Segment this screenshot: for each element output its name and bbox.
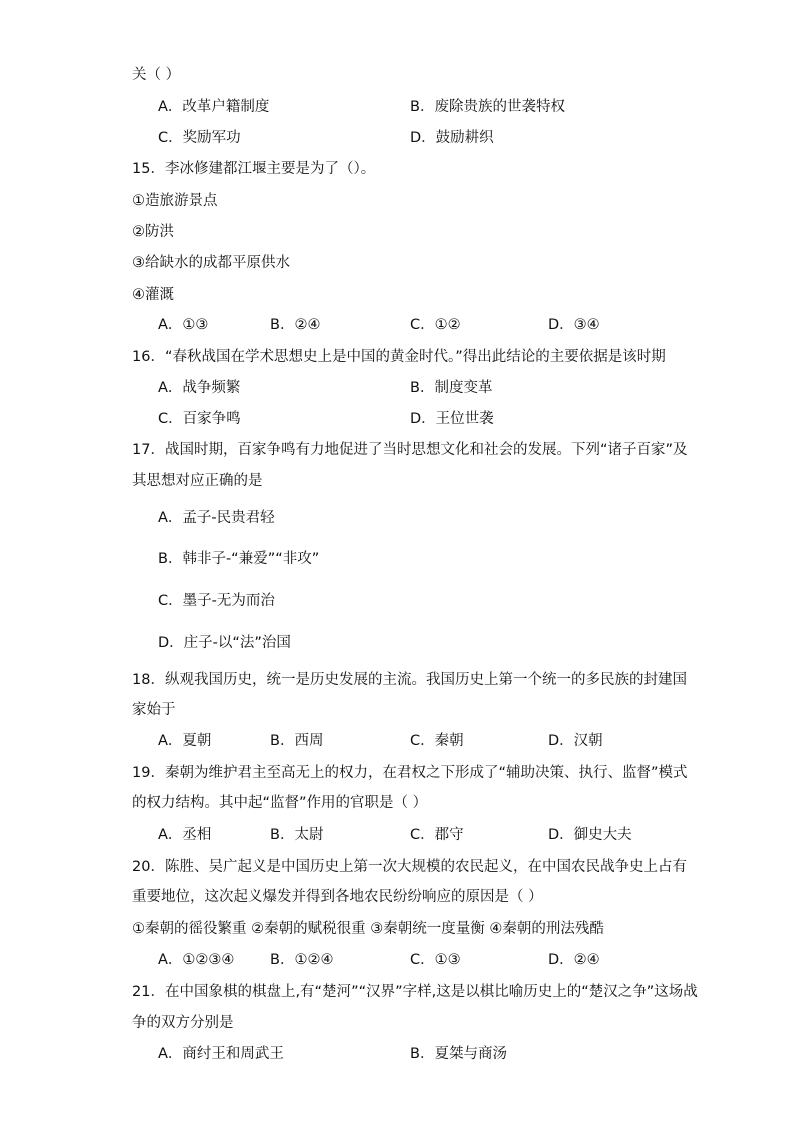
q16-option-d[interactable] [410,409,494,429]
option-text: ③④ [573,317,600,333]
option-letter: B． [410,99,435,115]
option-letter: B． [270,952,295,968]
q14-option-c[interactable] [158,128,241,148]
option-letter: C． [158,593,183,609]
q14-option-a[interactable] [158,97,269,117]
option-text: 夏朝 [182,733,212,749]
q17-stem-line-1: 17．战国时期，百家争鸣有力地促进了当时思想文化和社会的发展。下列“诸子百家”及 [132,442,688,458]
q16-stem: 16．“春秋战国在学术思想史上是中国的黄金时代。”得出此结论的主要依据是该时期 [132,349,666,365]
q16-option-c[interactable] [158,409,241,429]
option-text: 商纣王和周武王 [182,1046,284,1062]
option-text: 战争频繁 [182,380,241,396]
option-letter: A． [158,510,183,526]
q15-item-4: ④灌溉 [132,287,174,303]
option-letter: B． [158,551,183,567]
option-text: 百家争鸣 [182,411,241,427]
option-letter: A． [158,380,183,396]
q16-option-b[interactable] [410,378,492,398]
option-letter: A． [158,1046,183,1062]
q15-stem: 15．李冰修建都江堰主要是为了（）。 [132,161,376,177]
option-letter: A． [158,733,183,749]
option-text: 废除贵族的世袭特权 [434,99,565,115]
q21-option-b[interactable] [410,1044,507,1064]
q17-option-c[interactable] [158,591,275,611]
option-text: 丞相 [182,827,212,843]
q19-option-b[interactable] [270,825,323,845]
option-text: ①② [434,317,461,333]
option-letter: D． [548,733,574,749]
q15-item-3: ③给缺水的成都平原供水 [132,255,290,271]
option-text: 墨子-无为而治 [182,593,275,609]
option-text: 汉朝 [573,733,603,749]
option-letter: A． [158,952,183,968]
q15-item-2: ②防洪 [132,224,174,240]
q17-stem-line-2: 其思想对应正确的是 [132,473,263,489]
option-text: 郡守 [434,827,464,843]
q20-stem-line-1: 20．陈胜、吴广起义是中国历史上第一次大规模的农民起义，在中国农民战争史上占有 [132,859,687,875]
option-text: 太尉 [294,827,324,843]
option-letter: A． [158,317,183,333]
q21-stem-line-1: 21．在中国象棋的棋盘上,有“楚河”“汉界”字样,这是以棋比喻历史上的“楚汉之争”这场战 [132,984,698,1000]
option-letter: B． [410,380,435,396]
option-letter: C． [410,317,435,333]
option-letter: D． [548,827,574,843]
option-text: 秦朝 [434,733,464,749]
option-letter: D． [410,411,436,427]
q20-option-a[interactable] [158,950,234,970]
q20-stem-line-2: 重要地位，这次起义爆发并得到各地农民纷纷响应的原因是（ ） [132,889,543,905]
q15-option-b[interactable] [270,315,320,335]
q19-option-d[interactable] [548,825,632,845]
q18-stem-line-1: 18．纵观我国历史，统一是历史发展的主流。我国历史上第一个统一的多民族的封建国 [132,672,687,688]
q20-option-b[interactable] [270,950,333,970]
option-text: 改革户籍制度 [182,99,270,115]
option-text: 制度变革 [434,380,493,396]
option-letter: C． [410,827,435,843]
q20-option-c[interactable] [410,950,461,970]
option-letter: D． [158,635,184,651]
option-letter: B． [410,1046,435,1062]
option-text: ②④ [573,952,600,968]
option-letter: A． [158,99,183,115]
q18-option-c[interactable] [410,731,464,751]
option-text: 西周 [294,733,324,749]
q15-option-a[interactable] [158,315,208,335]
option-text: 庄子-以“法”治国 [183,635,291,651]
option-text: ①②③④ [182,952,235,968]
option-text: ②④ [294,317,321,333]
q15-option-d[interactable] [548,315,600,335]
option-letter: D． [410,130,436,146]
option-text: ①③ [434,952,461,968]
option-text: 鼓励耕织 [435,130,494,146]
q15-item-1: ①造旅游景点 [132,193,218,209]
q14-option-b[interactable] [410,97,565,117]
option-letter: C． [158,411,183,427]
option-text: ①③ [182,317,209,333]
option-text: 王位世袭 [435,411,494,427]
option-letter: C． [410,952,435,968]
option-letter: D． [548,952,574,968]
q20-items: ①秦朝的徭役繁重 ②秦朝的赋税很重 ③秦朝统一度量衡 ④秦朝的刑法残酷 [132,921,604,937]
q14-option-d[interactable] [410,128,494,148]
q18-stem-line-2: 家始于 [132,702,176,718]
option-letter: C． [410,733,435,749]
option-letter: B． [270,733,295,749]
q14-stem-tail: 关（ ） [132,67,181,83]
option-letter: B． [270,317,295,333]
option-letter: D． [548,317,574,333]
q19-option-c[interactable] [410,825,464,845]
q20-option-d[interactable] [548,950,600,970]
option-text: 奖励军功 [182,130,241,146]
q19-option-a[interactable] [158,825,211,845]
q21-stem-line-2: 争的双方分别是 [132,1015,234,1031]
q21-option-a[interactable] [158,1044,284,1064]
q17-option-d[interactable] [158,633,291,653]
q16-option-a[interactable] [158,378,240,398]
q18-option-b[interactable] [270,731,323,751]
option-text: 孟子-民贵君轻 [182,510,275,526]
option-letter: C． [158,130,183,146]
q18-option-a[interactable] [158,731,211,751]
q18-option-d[interactable] [548,731,603,751]
option-letter: B． [270,827,295,843]
q19-stem-line-2: 的权力结构。其中起“监督”作用的官职是（ ） [132,795,428,811]
q17-option-a[interactable] [158,508,275,528]
q19-stem-line-1: 19．秦朝为维护君主至高无上的权力，在君权之下形成了“辅助决策、执行、监督”模式 [132,765,688,781]
option-text: ①②④ [294,952,334,968]
option-text: 御史大夫 [573,827,632,843]
option-text: 夏桀与商汤 [434,1046,507,1062]
option-text: 韩非子-“兼爱”“非攻” [182,551,320,567]
q15-option-c[interactable] [410,315,461,335]
q17-option-b[interactable] [158,549,319,569]
option-letter: A． [158,827,183,843]
